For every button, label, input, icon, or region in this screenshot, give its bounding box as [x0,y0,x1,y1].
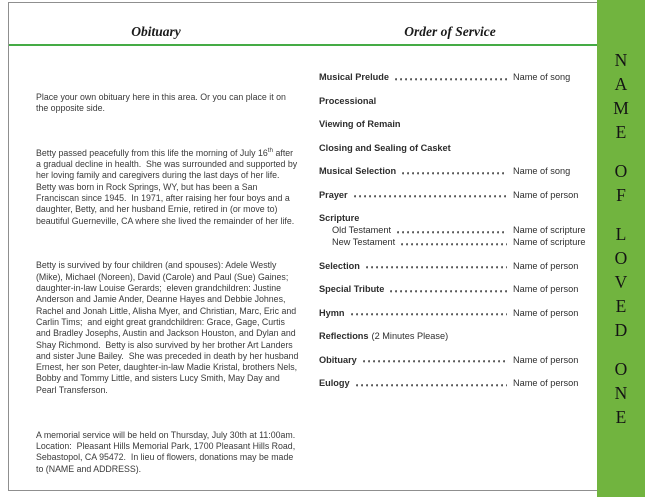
service-item-old-testament [319,224,589,236]
service-item-scripture [319,212,589,224]
banner-word: N A M E [613,50,629,142]
section-headers-row [9,3,597,46]
program-inside-spread [8,2,597,491]
banner-word: O F [614,161,628,205]
service-item-new-testament [319,236,589,248]
banner-word: O N E [614,359,628,427]
dot-leader [356,377,507,389]
service-item-label: Special Tribute [319,284,385,294]
service-item-value: Name of scripture [513,237,586,247]
service-item-label: Musical Selection [319,166,397,176]
obituary-header: Obituary [131,24,181,39]
service-item-value: Name of person [513,284,579,294]
dot-leader [354,189,507,201]
obituary-life-text: Betty passed peacefully from this life the morning of July 16 [36,147,268,158]
dot-leader [395,71,507,83]
ordinal-superscript: th [267,146,274,154]
service-item-label: Selection [319,260,360,271]
service-item-label: Viewing of Remain [319,119,401,129]
order-of-service-list [319,71,589,401]
service-item-prayer [319,189,589,201]
service-item-label: Obituary [319,354,357,365]
banner-word: L O V E D [614,224,628,340]
service-item-special-tribute [319,283,589,295]
service-item-label: Reflections [319,331,369,341]
service-item-value: Name of person [513,260,579,271]
service-item-selection [319,260,589,272]
obituary-life-paragraph [36,148,300,227]
service-item-label: New Testament [332,237,396,247]
service-item-value: Name of scripture [513,225,586,235]
service-item-value: Name of person [513,378,579,388]
service-item-processional [319,95,589,107]
name-of-loved-one-banner [597,0,645,497]
service-item-label: Musical Prelude [319,72,389,82]
service-item-eulogy [319,377,589,389]
dot-leader [397,224,507,236]
service-item-value: Name of song [513,166,571,176]
obituary-service-info-paragraph: A memorial service will be held on Thursday, July 30th at 11:00am. Location: Pleasant Hills Memorial Park, 1700 Pleasant Hills Road, Sebastopol, CA 95472. In lieu of flowers, donations may be made to (NAME and ADDRESS). [36,429,301,474]
service-item-label: Prayer [319,189,348,200]
dot-leader [402,165,507,177]
obituary-survivors-paragraph: Betty is survived by four children (and spouses): Adele Westly (Mike), Michael (Noreen), David (Carole) and Paul (Sue) Gaines; daughter-in-law Louise Gerards; eleven grandchildren: Justine Anderson and Jamie Ander, Deanne Hayes and Debbie Johnes, Rachel and Jonah Little, Alisha Myer, and Christian, Marc, Eric and Carlin Tims; and eight great grandchildren: Grace, Gage, Curtis and Bradley Josephs, Austin and Jackson Houston, and Dylan and Shay Richmond. Betty is also survived by her brother Art Landers and sister June Bailey. She was preceded in death by her husband Ernest, her son Peter, daughter-in-law Madie Kristal, brothers Nels, Bobby and Tommy Little, and sisters Lucy Smith, May Day and Pearl Transferson. [36,260,301,395]
service-item-label: Closing and Sealing of Casket [319,142,451,153]
service-item-label: Eulogy [319,378,350,388]
dot-leader [363,354,507,366]
service-item-closing-casket [319,142,589,154]
service-item-note: (2 Minutes Please) [371,331,449,341]
service-item-value: Name of song [513,72,571,82]
obituary-text-area [36,69,300,501]
dot-leader [401,236,507,248]
service-item-value: Name of person [513,354,579,365]
service-item-value: Name of person [513,189,579,200]
service-item-reflections [319,330,589,342]
service-item-label: Processional [319,95,377,106]
dot-leader [351,307,507,319]
obituary-life-text-cont: after a gradual decline in health. She was surrounded and supported by her loving family and caregivers during the last days of her life. Betty was born in Rock Springs, WY, but has been a San Franciscan since 1945. In 1971, after raising her four boys and a daughter, Betty, and her husband Ernie, retired in (or move to) beautiful Guerneville, CA where she lived the remainder of her life. [36,147,300,226]
service-item-label: Hymn [319,307,345,318]
service-item-value: Name of person [513,307,579,318]
service-item-label: Scripture [319,213,360,223]
service-item-label: Old Testament [332,225,392,235]
service-item-viewing-of-remain [319,118,589,130]
service-item-musical-prelude [319,71,589,83]
service-item-hymn [319,307,589,319]
dot-leader [366,260,507,272]
order-of-service-header: Order of Service [404,24,496,39]
service-item-musical-selection [319,165,589,177]
service-item-obituary [319,354,589,366]
dot-leader [390,283,507,295]
obituary-placeholder-paragraph: Place your own obituary here in this area. Or you can place it on the opposite side. [36,91,289,113]
